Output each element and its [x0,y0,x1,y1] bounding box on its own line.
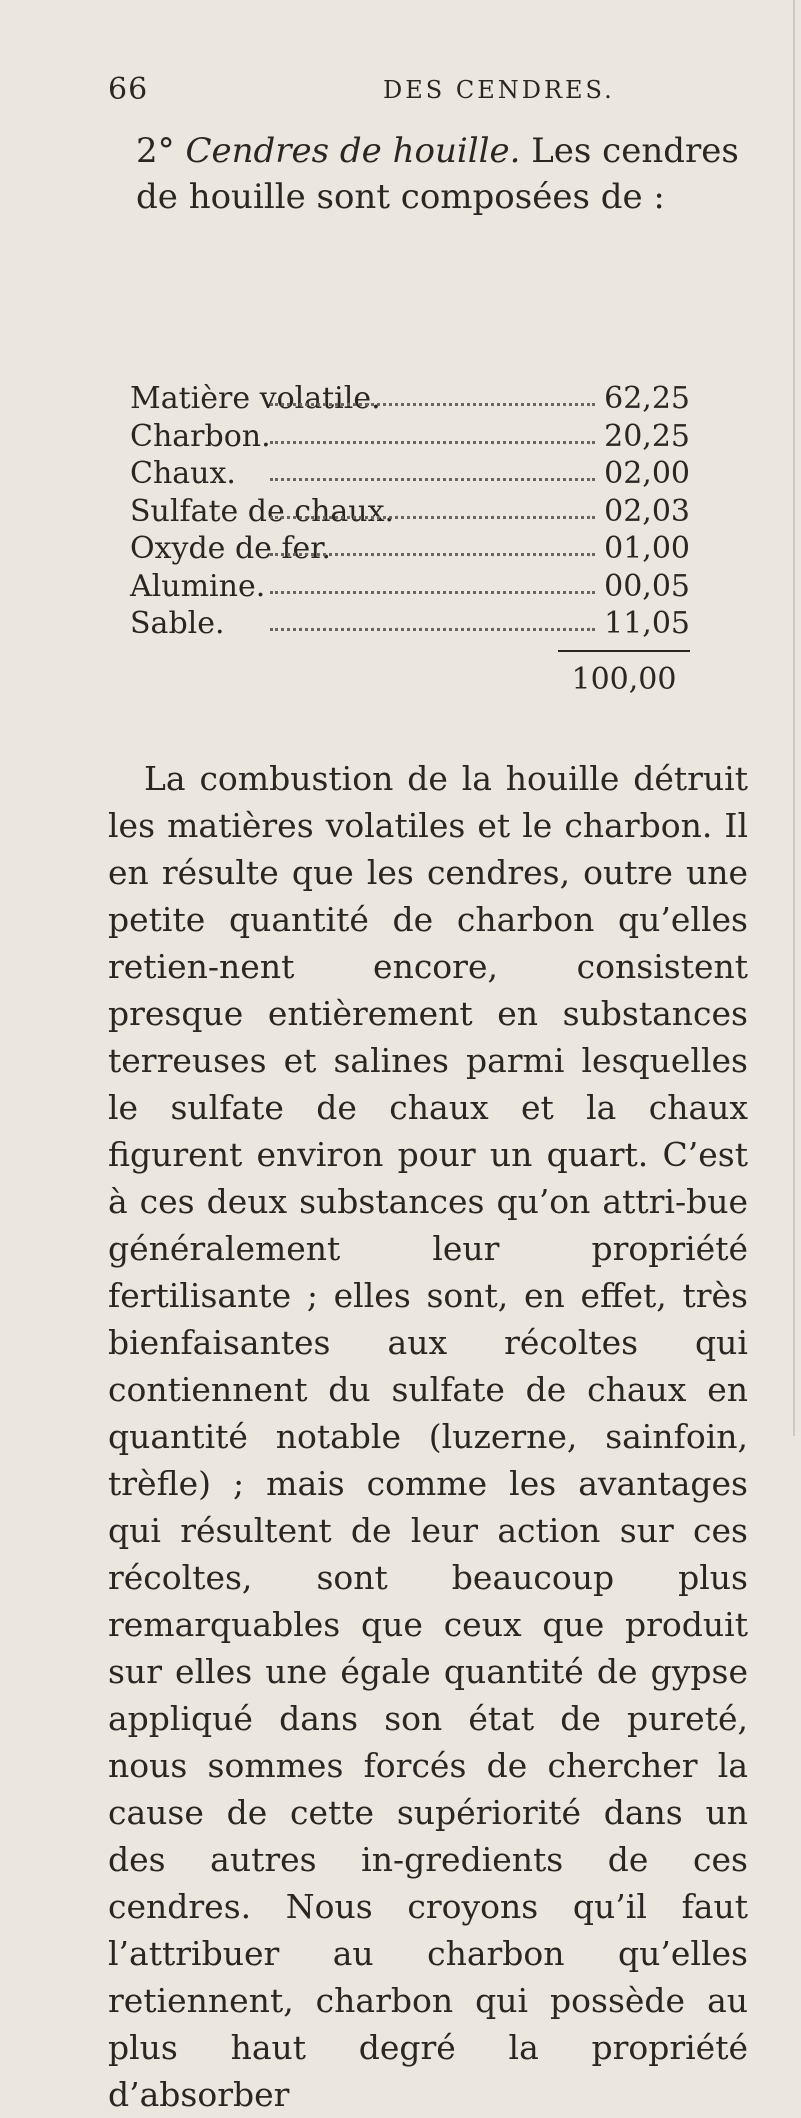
composition-table [130,380,690,643]
dot-leader [270,516,595,519]
page-header [108,72,748,112]
table-row [130,605,690,643]
row-value: 01,00 [604,531,690,566]
paragraph: La combustion de la houille détruit les matières volatiles et le charbon. Il en résulte que les cendres, outre une petite quantité de charbon qu’elles retien-nent encore, consistent presque entièrement en substances terreuses et salines parmi lesquelles le sulfate de chaux et la chaux figurent environ pour un quart. C’est à ces deux substances qu’on attri-bue généralement leur propriété fertilisante ; elles sont, en effet, très bienfaisantes aux récoltes qui contiennent du sulfate de chaux en quantité notable (luzerne, sainfoin, trèfle) ; mais comme les avantages qui résultent de leur action sur ces récoltes, sont beaucoup plus remarquables que ceux que produit sur elles une égale quantité de gypse appliqué dans son état de pureté, nous sommes forcés de chercher la cause de cette supériorité dans un des autres in-gredients de ces cendres. Nous croyons qu’il faut l’attribuer au charbon qu’elles retiennent, charbon qui possède au plus haut degré la propriété d’absorber [108,759,748,2114]
table-total: 100,00 [571,662,677,697]
row-value: 00,05 [604,568,690,604]
section-title: Cendres de houille. [185,131,521,171]
row-value: 02,03 [604,493,690,529]
table-row [130,380,690,418]
dot-leader [270,553,595,556]
dot-leader [270,441,595,444]
row-label: Oxyde de fer. [130,531,331,566]
table-row [130,568,690,606]
table-row [130,418,690,456]
row-value: 20,25 [604,418,690,454]
section-number: 2° [136,131,175,171]
row-label: Sulfate de chaux. [130,493,395,529]
running-title: DES CENDRES. [383,76,615,104]
row-value: 02,00 [604,456,690,491]
dot-leader [270,403,595,406]
row-value: 62,25 [604,381,690,416]
table-row [130,530,690,568]
row-label: Alumine. [130,568,266,604]
dot-leader [270,628,595,631]
row-value: 11,05 [604,606,690,641]
row-label: Sable. [130,606,225,641]
dot-leader [270,478,595,481]
body-text [108,755,748,2118]
row-label: Charbon. [130,418,271,454]
section-heading [108,128,748,220]
total-rule [558,650,690,652]
section-intro: Les cendres de houille sont composées de : [136,131,739,217]
row-label: Matière volatile. [130,381,381,416]
page-edge [793,0,795,1436]
table-row [130,493,690,531]
page-number: 66 [108,72,149,107]
row-label: Chaux. [130,456,236,491]
dot-leader [270,591,595,594]
section-heading-text [108,128,748,220]
table-row [130,455,690,493]
